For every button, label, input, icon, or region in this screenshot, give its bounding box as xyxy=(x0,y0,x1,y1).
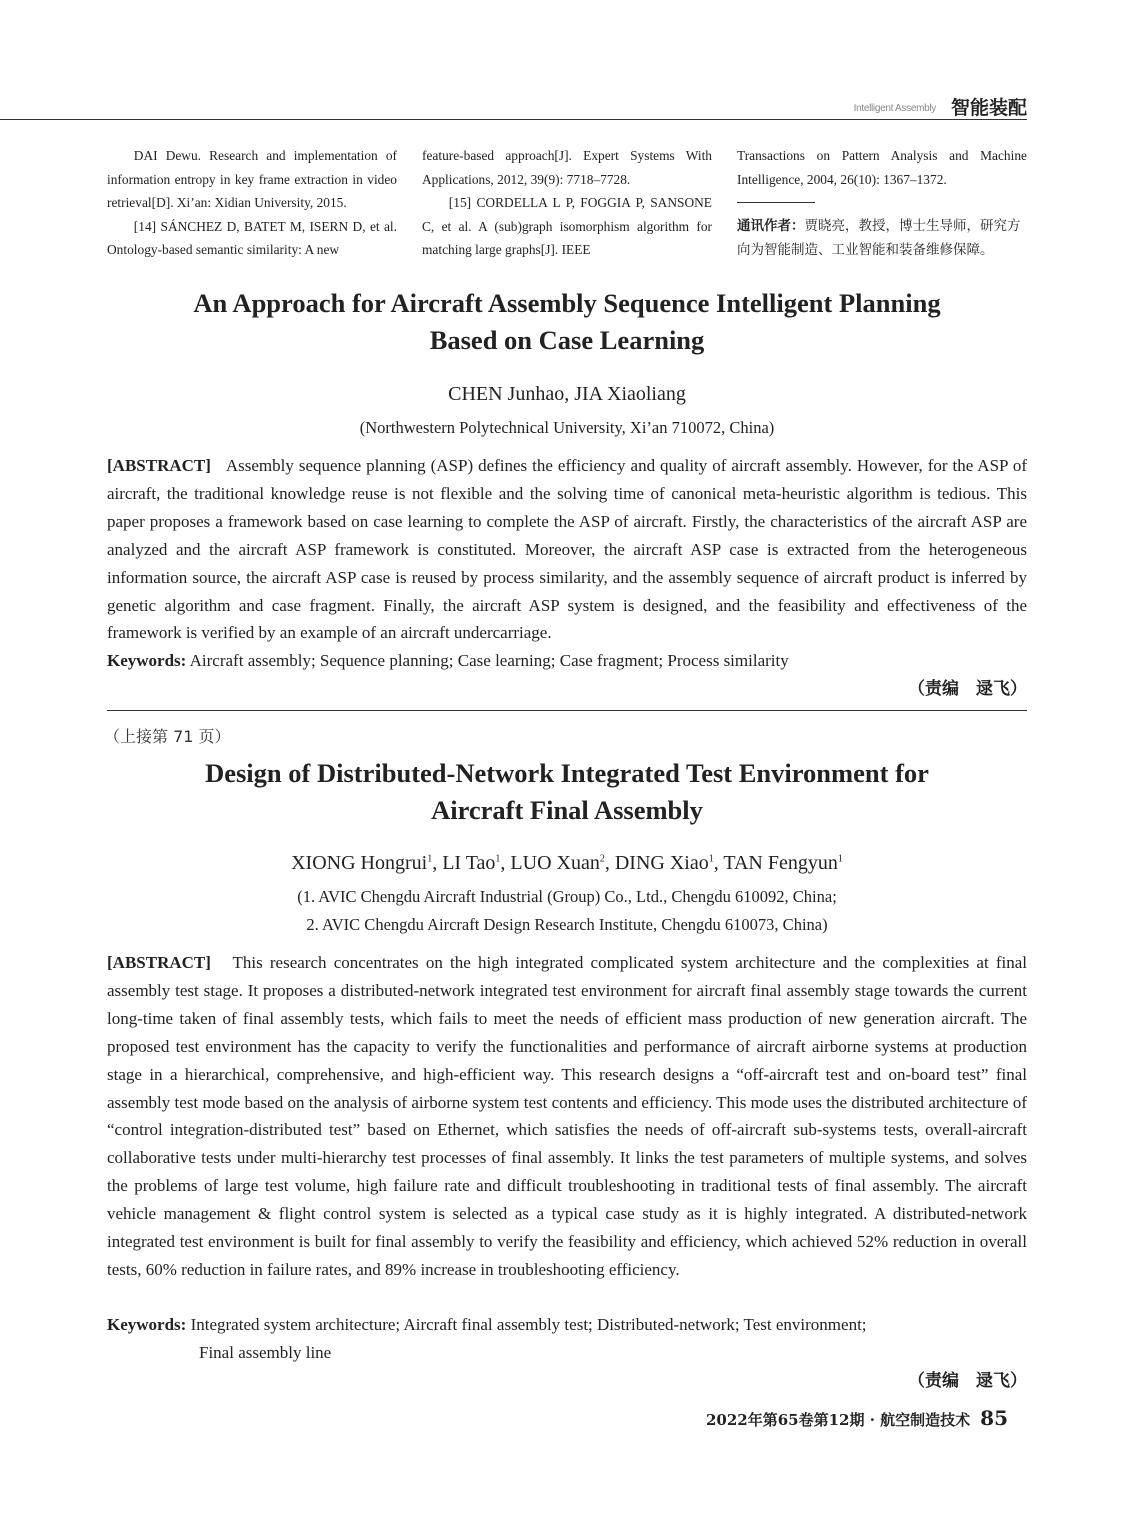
reference-entry: [14] SÁNCHEZ D, BATET M, ISERN D, et al. Ontology-based semantic similarity: A new xyxy=(107,218,397,257)
keywords-label: Keywords: xyxy=(107,1315,187,1334)
author-affil-sup: 1 xyxy=(427,853,433,865)
article1-abstract xyxy=(107,452,1027,647)
article2-title xyxy=(107,755,1027,829)
keywords-text-continued: Final assembly line xyxy=(199,1342,332,1362)
continued-from-note: （上接第 71 页） xyxy=(104,727,231,746)
journal-issue: 2022年第65卷第12期 · 航空制造技术 xyxy=(705,1411,971,1429)
author-name: XIONG Hongrui xyxy=(291,852,428,874)
article-divider xyxy=(107,710,1027,711)
reference-entry: feature-based approach[J]. Expert Systems With Applications, 2012, 39(9): 7718–7728. xyxy=(422,148,712,187)
running-header-en: Intelligent Assembly xyxy=(853,103,936,114)
article1-editor: （责编 逯飞） xyxy=(908,679,1027,699)
corresponding-author-text: 贾晓亮，教授，博士生导师，研究方向为智能制造、工业智能和装备维修保障。 xyxy=(737,218,1021,258)
header-rule xyxy=(0,119,1027,120)
author-affil-sup: 1 xyxy=(837,853,843,865)
article2-editor: （责编 逯飞） xyxy=(908,1371,1027,1391)
abstract-text: Assembly sequence planning (ASP) defines the efficiency and quality of aircraft assembly. However, for the ASP of aircraft, the traditional knowledge reuse is not flexible and the solving time of canonical meta-heuristic algorithm is tedious. This paper proposes a framework based on case learning to complete the ASP of aircraft. Firstly, the characteristics of the aircraft ASP are analyzed and the aircraft ASP framework is constituted. Moreover, the aircraft ASP case is extracted from the heterogeneous information source, the aircraft ASP case is reused by process similarity, and the assembly sequence of aircraft product is inferred by genetic algorithm and case fragment. Finally, the aircraft ASP system is designed, and the feasibility and effectiveness of the framework is verified by an example of an aircraft undercarriage. xyxy=(107,456,1028,643)
corresponding-author-label: 通讯作者： xyxy=(737,218,805,234)
affiliation-line: 2. AVIC Chengdu Aircraft Design Research Institute, Chengdu 610073, China) xyxy=(306,915,828,934)
affiliation-line: (1. AVIC Chengdu Aircraft Industrial (Group) Co., Ltd., Chengdu 610092, China; xyxy=(297,887,837,906)
author-name: DING Xiao xyxy=(614,852,709,874)
keywords-label: Keywords: xyxy=(107,651,187,670)
article1-authors: CHEN Junhao, JIA Xiaoliang xyxy=(448,383,686,405)
article1-title xyxy=(107,285,1027,359)
footnote-rule xyxy=(737,202,815,203)
abstract-label: [ABSTRACT] xyxy=(107,456,211,475)
article1-affiliation: (Northwestern Polytechnical University, Xi’an 710072, China) xyxy=(359,418,775,437)
abstract-text: This research concentrates on the high integrated complicated system architecture and the complexities at final assembly test stage. It proposes a distributed-network integrated test environment for aircraft final assembly stage towards the current long-time taken of final assembly tests, which fails to meet the needs of efficient mass production of new generation aircraft. The proposed test environment has the capacity to verify the functionalities and performance of aircraft airborne systems at production stage in a hierarchical, comprehensive, and high-efficient way. This research designs a “off-aircraft test and on-board test” final assembly test mode based on the analysis of airborne system test contents and efficiency. This mode uses the distributed architecture of “control integration-distributed test” based on Ethernet, which satisfies the needs of off-aircraft sub-systems tests, overall-aircraft collaborative tests under multi-hierarchy test processes of final assembly. It links the test parameters of multiple systems, and solves the problems of large test volume, high failure rate and difficult troubleshooting in traditional tests of final assembly. The aircraft vehicle management & flight control system is selected as a typical case study as it is highly integrated. A distributed-network integrated test environment is built for final assembly to verify the feasibility and efficiency, which achieved 52% reduction in overall tests, 60% reduction in failure rates, and 89% increase in troubleshooting efficiency. xyxy=(107,953,1028,1279)
page-number: 85 xyxy=(980,1406,1008,1430)
references-column-2 xyxy=(422,144,712,262)
keywords-text: Aircraft assembly; Sequence planning; Case learning; Case fragment; Process similarity xyxy=(189,651,789,670)
reference-entry: Transactions on Pattern Analysis and Machine Intelligence, 2004, 26(10): 1367–1372. xyxy=(737,148,1027,187)
author-affil-sup: 1 xyxy=(708,853,714,865)
author-name: LI Tao xyxy=(442,852,496,874)
corresponding-author-note xyxy=(737,214,1027,262)
reference-entry: DAI Dewu. Research and implementation of information entropy in key frame extraction in video retrieval[D]. Xi’an: Xidian University, 2015. xyxy=(107,148,397,210)
running-header-cn: 智能装配 xyxy=(950,97,1027,119)
author-name: LUO Xuan xyxy=(510,852,600,874)
article1-keywords xyxy=(107,647,1027,675)
title-line: Based on Case Learning xyxy=(429,325,705,355)
article2-authors: XIONG Hongrui$^1$, LI Tao$^1$, LUO Xuan$^2$, DING Xiao$^1$, TAN Fengyun$^1$ xyxy=(291,852,843,874)
page-footer xyxy=(706,1406,1008,1430)
abstract-label: [ABSTRACT] xyxy=(107,953,211,972)
title-line: An Approach for Aircraft Assembly Sequence Intelligent Planning xyxy=(193,288,941,318)
title-line: Aircraft Final Assembly xyxy=(431,795,703,825)
title-line: Design of Distributed-Network Integrated Test Environment for xyxy=(205,758,929,788)
article2-affiliation xyxy=(107,883,1027,939)
author-name: TAN Fengyun xyxy=(723,852,838,874)
author-affil-sup: 1 xyxy=(495,853,501,865)
author-affil-sup: 2 xyxy=(599,853,605,865)
references-column-1 xyxy=(107,144,397,262)
keywords-text: Integrated system architecture; Aircraft final assembly test; Distributed-network; Test environment; xyxy=(190,1315,867,1334)
references-column-3 xyxy=(737,144,1027,191)
reference-entry: [15] CORDELLA L P, FOGGIA P, SANSONE C, et al. A (sub)graph isomorphism algorithm for matching large graphs[J]. IEEE xyxy=(422,195,712,257)
article2-abstract xyxy=(107,949,1027,1284)
article2-keywords xyxy=(107,1311,1027,1366)
